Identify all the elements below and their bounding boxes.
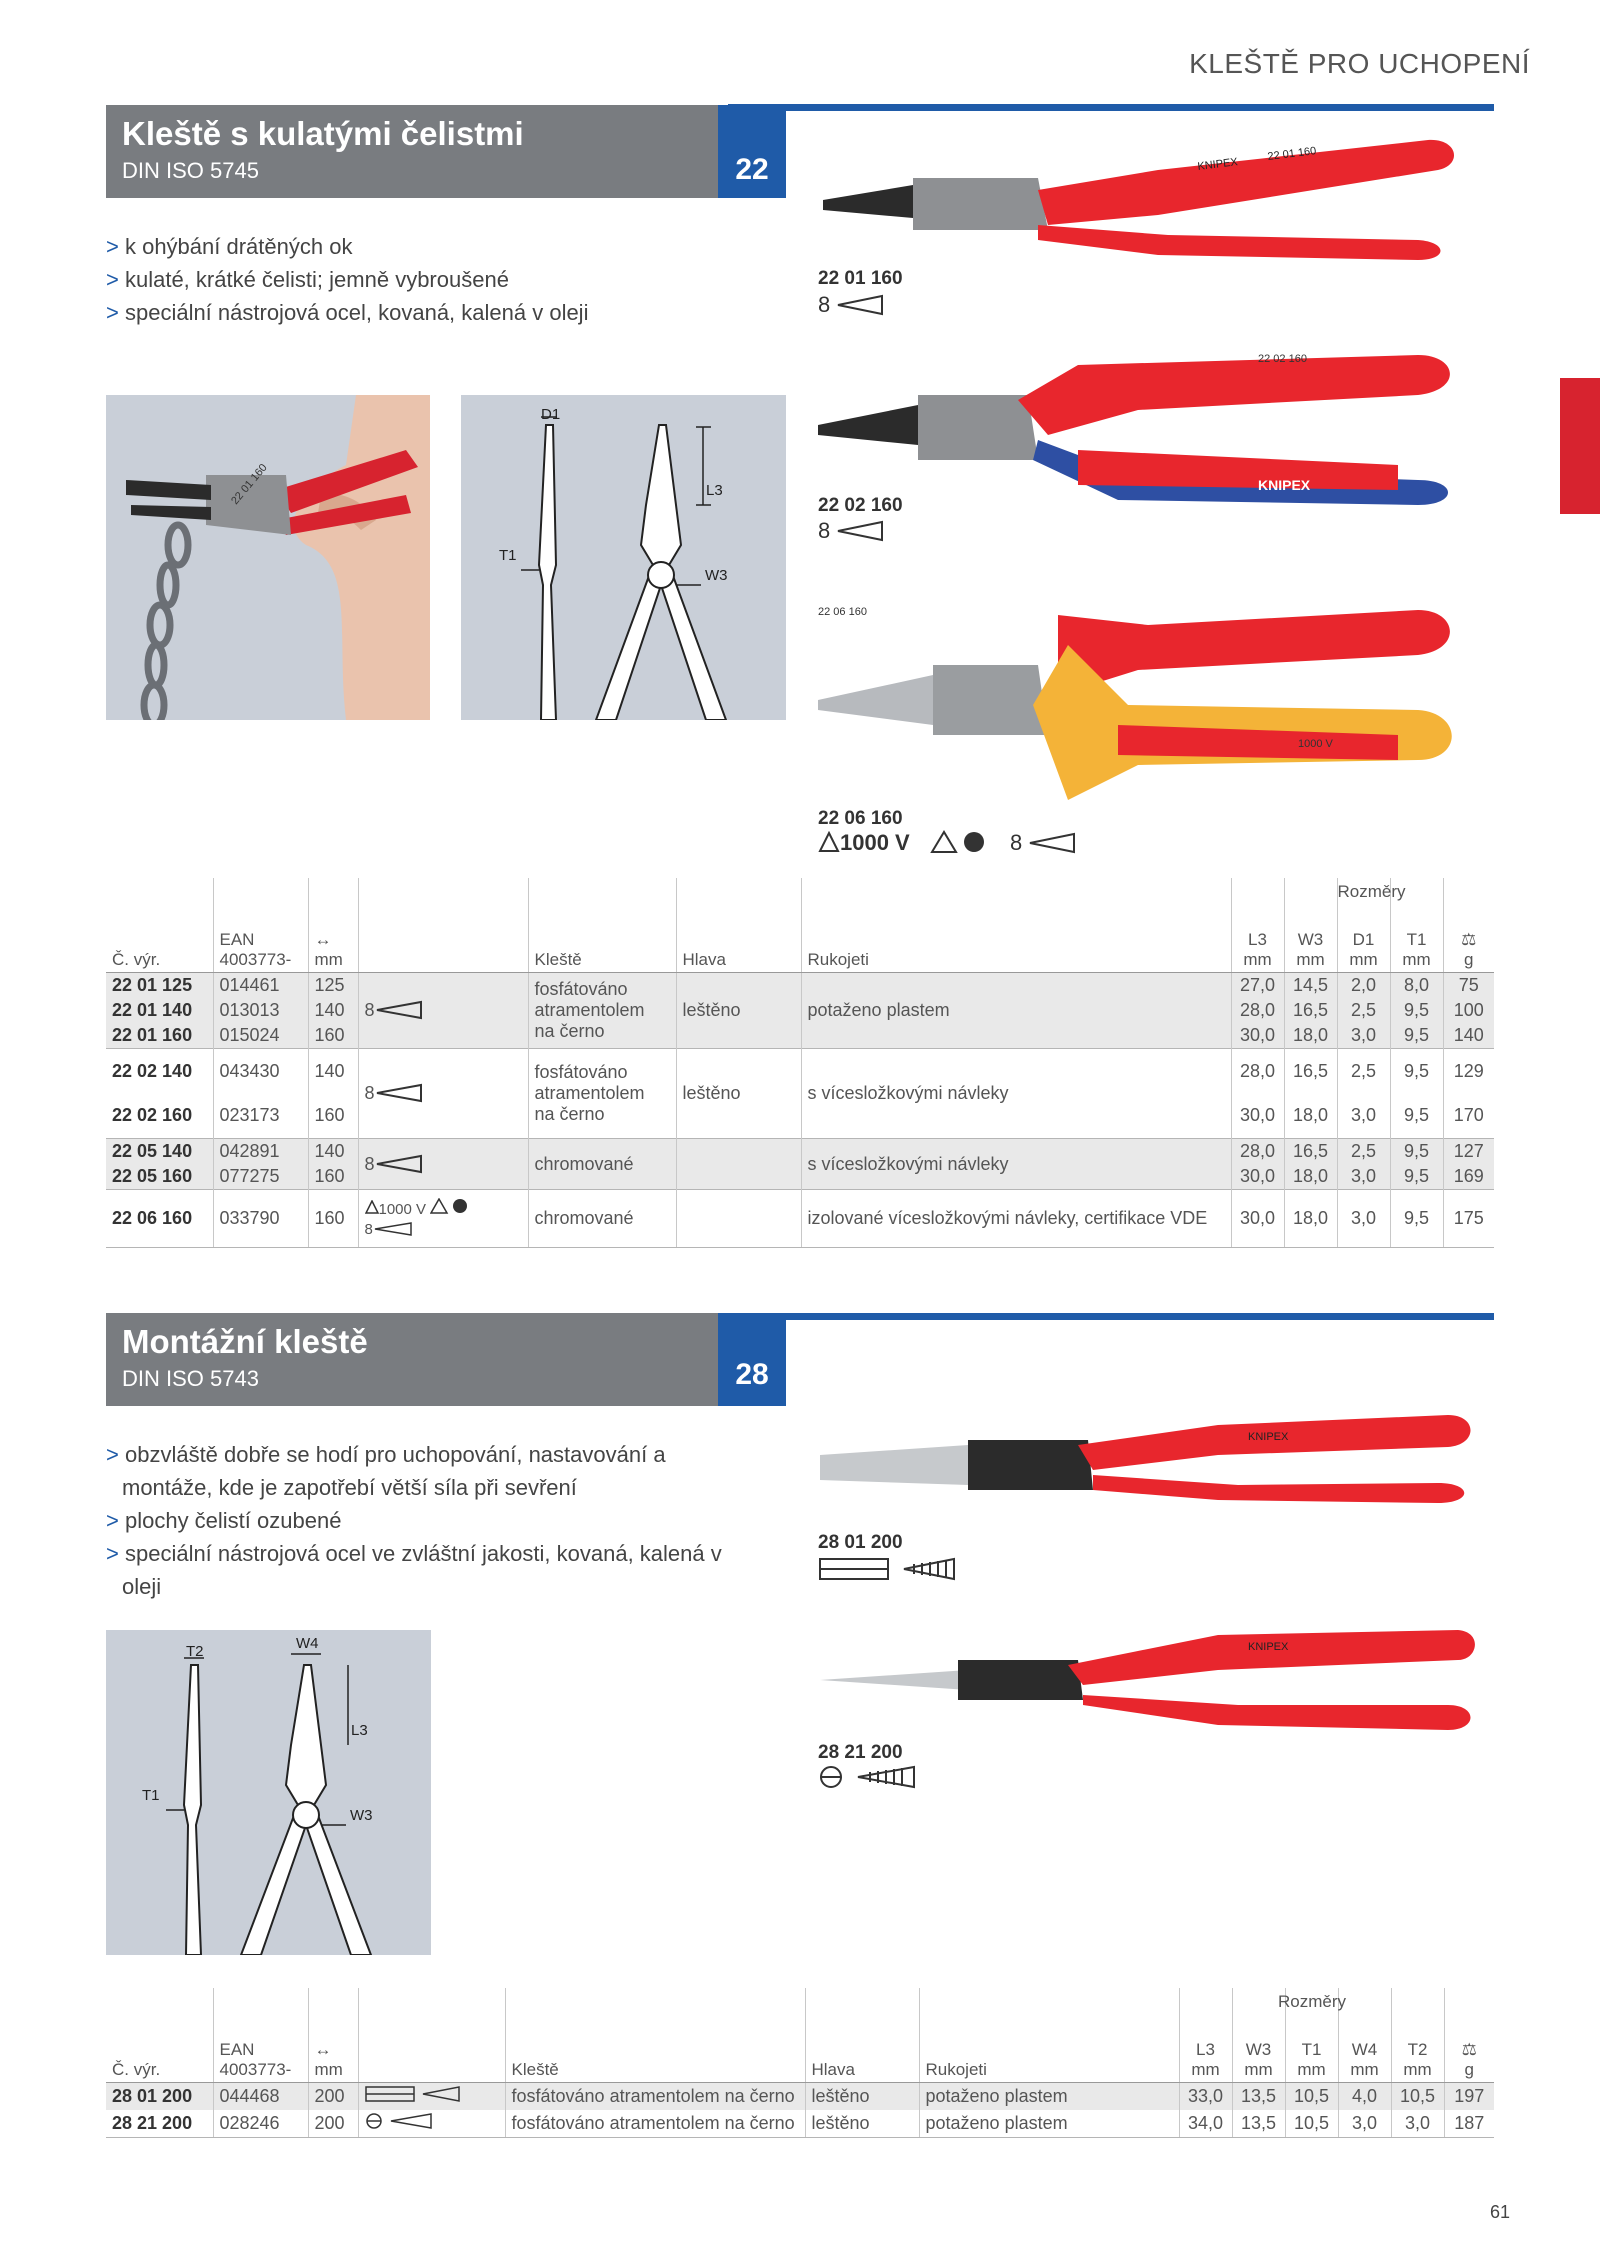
product-voltage-imprint: 1000 V [1298, 738, 1333, 750]
jaw-symbol-icon [1028, 832, 1076, 854]
product-brand: KNIPEX [1258, 477, 1311, 493]
weight-scale-icon: ⚖ [1461, 2040, 1477, 2059]
label-l3: L3 [706, 482, 723, 499]
section-norm: DIN ISO 5745 [122, 158, 259, 183]
product-image-22-06-160 [818, 595, 1468, 800]
dims-group-label: Rozměry [1337, 882, 1406, 901]
flat-jaw-symbol-icon [818, 1556, 958, 1588]
feature-item: > obzvláště dobře se hodí pro uchopování, nastavování a montáže, kde je zapotřebí větší síla při sevření [106, 1442, 666, 1500]
length-arrow-icon: ↔ [314, 2040, 332, 2059]
table-header: Č. výr. EAN 4003773- ↔ mm Kleště Hlava Rukojeti Rozměry L3 mm W3 mm D1 mm T1 mm ⚖ g [106, 878, 1494, 973]
product-image-28-01-200 [818, 1395, 1478, 1505]
feature-list [106, 1438, 746, 1603]
jaw-symbol-icon: 8 [358, 1139, 528, 1190]
weight-scale-icon: ⚖ [1461, 930, 1477, 949]
label-w3: W3 [705, 567, 728, 584]
jaw-symbol-icon: 8 [358, 1049, 528, 1139]
flat-jaw-symbol-icon [358, 2083, 505, 2111]
product-brand: KNIPEX [1248, 1641, 1289, 1653]
label-t1: T1 [499, 547, 517, 564]
product-brand: KNIPEX [1248, 1431, 1289, 1443]
product-image-28-21-200 [818, 1600, 1478, 1740]
round-jaw-symbol-icon [358, 2110, 505, 2138]
jaw-symbol-icon: 8 [358, 973, 528, 1049]
product-code: 22 02 160 [818, 495, 903, 516]
table-row: 28 01 200 044468 200 fosfátováno atramentolem na černo leštěno potaženo plastem 33,0 13,5 10,5 4,0 10,5 197 [106, 2083, 1494, 2111]
section-title-band [106, 105, 718, 198]
feature-list [106, 230, 746, 329]
vde-rating-icons: 1000 V 8 [818, 830, 1076, 856]
label-w3: W3 [350, 1807, 373, 1824]
jaw-symbol-icon: 8 [818, 518, 884, 544]
voltage-rating: 1000 V [840, 830, 910, 855]
section-tab [1560, 378, 1600, 514]
spec-table-28 [106, 1988, 1494, 2138]
jaw-symbol-icon: 8 [818, 292, 884, 318]
section-number: 22 [718, 105, 786, 198]
table-row: 22 02 140 043430 140 8 fosfátováno atramentolem na černo leštěno s vícesložkovými návleky 28,0 16,5 2,5 9,5 129 [106, 1049, 1494, 1094]
table-header: Č. výr. EAN 4003773- ↔ mm Kleště Hlava Rukojeti Rozměry L3 mm W3 mm T1 mm W4 mm T2 mm ⚖ g [106, 1988, 1494, 2083]
feature-item: > speciální nástrojová ocel ve zvláštní jakosti, kovaná, kalená v oleji [106, 1541, 722, 1599]
product-image-22-02-160 [818, 340, 1468, 505]
product-imprint: 22 06 160 [818, 606, 867, 618]
product-code: 28 01 200 [818, 1532, 903, 1553]
product-code: 22 06 160 [818, 808, 903, 829]
section-norm: DIN ISO 5743 [122, 1366, 259, 1391]
page-category: KLEŠTĚ PRO UCHOPENÍ [1189, 48, 1530, 79]
spec-table-22 [106, 878, 1494, 1248]
table-row: 22 01 140 013013 140 28,0 16,5 2,5 9,5 100 [106, 998, 1494, 1023]
technical-drawing [461, 395, 786, 720]
usage-photo [106, 395, 430, 720]
dims-group-label: Rozměry [1277, 1992, 1346, 2011]
section-title: Kleště s kulatými čelistmi [122, 115, 524, 152]
section-number: 28 [718, 1313, 786, 1406]
product-imprint: 22 02 160 [1258, 353, 1307, 365]
table-row: 22 01 125 014461 125 8 fosfátováno atramentolem na černo leštěno potaženo plastem 27,0 14,5 2,0 8,0 75 [106, 973, 1494, 999]
feature-item: > kulaté, krátké čelisti; jemně vybroušené [106, 267, 509, 292]
table-row: 28 21 200 028246 200 fosfátováno atramentolem na černo leštěno potaženo plastem 34,0 13,5 10,5 3,0 3,0 187 [106, 2110, 1494, 2138]
product-brand: KNIPEX [1258, 767, 1311, 783]
round-jaw-symbol-icon [818, 1764, 918, 1796]
product-brand: KNIPEX [1196, 156, 1239, 173]
technical-drawing [106, 1630, 431, 1955]
table-row: 22 06 160 033790 160 1000 V 8 chromované izolované vícesložkovými návleky, certifikace VDE 30,0 18,0 3,0 9,5 175 [106, 1190, 1494, 1248]
table-row: 22 05 160 077275 160 30,0 18,0 3,0 9,5 169 [106, 1164, 1494, 1190]
section-title-band [106, 1313, 718, 1406]
label-w4: W4 [296, 1635, 319, 1652]
feature-item: > k ohýbání drátěných ok [106, 234, 353, 259]
product-code: 22 01 160 [818, 268, 903, 289]
product-imprint: 22 01 160 [1266, 145, 1317, 163]
page-number: 61 [1489, 2202, 1510, 2222]
feature-item: > speciální nástrojová ocel, kovaná, kalená v oleji [106, 300, 589, 325]
label-l3: L3 [351, 1722, 368, 1739]
table-row: 22 02 160 023173 160 30,0 18,0 3,0 9,5 170 [106, 1094, 1494, 1139]
product-code: 28 21 200 [818, 1742, 903, 1763]
section-rule [728, 1313, 1494, 1320]
length-arrow-icon: ↔ [314, 930, 332, 949]
photo-pliers-imprint: 22 01 160 [229, 461, 270, 507]
insulation-triangle-icon [818, 831, 840, 853]
feature-item: > plochy čelistí ozubené [106, 1508, 342, 1533]
vde-rating-icons: 1000 V 8 [358, 1190, 528, 1248]
product-image-22-01-160 [818, 130, 1468, 265]
label-t1: T1 [142, 1787, 160, 1804]
table-row: 22 01 160 015024 160 30,0 18,0 3,0 9,5 140 [106, 1023, 1494, 1049]
label-d1: D1 [541, 406, 561, 423]
section-title: Montážní kleště [122, 1323, 368, 1360]
table-row: 22 05 140 042891 140 8 chromované s vícesložkovými návleky 28,0 16,5 2,5 9,5 127 [106, 1139, 1494, 1165]
header-rule [728, 104, 1494, 111]
vde-gs-icon [930, 830, 990, 854]
label-t2: T2 [186, 1643, 204, 1660]
